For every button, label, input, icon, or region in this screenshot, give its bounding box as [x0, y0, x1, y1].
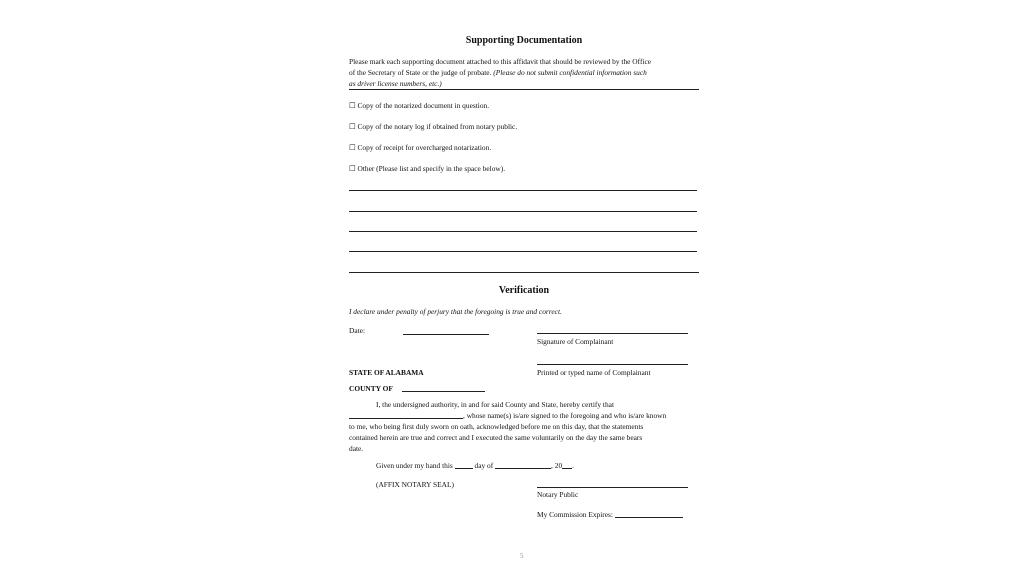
other-specify-line-5[interactable]	[349, 272, 699, 273]
commission-expires-field[interactable]	[615, 510, 683, 518]
notary-para-line-2	[349, 410, 666, 421]
checkbox-item-label: Copy of the notarized document in question.	[357, 101, 490, 110]
notary-para-line-3: to me, who being first duly sworn on oath, acknowledged before me on this day, that the statements	[349, 422, 644, 431]
notary-para-line-2-text: , whose name(s) is/are signed to the foregoing and who is/are known	[463, 411, 667, 420]
intro-line-2-text: of the Secretary of State or the judge of probate.	[349, 68, 492, 77]
given-text-d: .	[572, 461, 574, 470]
supporting-documentation-title: Supporting Documentation	[465, 35, 583, 46]
intro-line-2	[349, 67, 647, 78]
date-field[interactable]	[403, 334, 489, 335]
checkbox-icon[interactable]: ☐	[349, 143, 356, 152]
signer-name-field[interactable]	[349, 411, 463, 419]
other-specify-line-2[interactable]	[349, 211, 697, 212]
county-field[interactable]	[402, 391, 485, 392]
printed-name-label: Printed or typed name of Complainant	[537, 368, 651, 377]
notary-para-line-1: I, the undersigned authority, in and for said County and State, hereby certify that	[376, 400, 615, 409]
checkbox-item-label: Copy of receipt for overcharged notarization.	[357, 143, 492, 152]
state-label: STATE OF ALABAMA	[349, 368, 424, 377]
date-label: Date:	[349, 326, 366, 335]
notary-public-label: Notary Public	[537, 490, 579, 499]
affix-seal-label: (AFFIX NOTARY SEAL)	[376, 480, 454, 489]
other-specify-line-4[interactable]	[349, 251, 697, 252]
intro-underline	[349, 89, 699, 90]
given-text-c: , 20	[551, 461, 563, 470]
given-text-a: Given under my hand this	[376, 461, 453, 470]
intro-italic-note-a: (Please do not submit confidential information such	[493, 68, 647, 77]
checkbox-item-label: Other (Please list and specify in the space below).	[357, 164, 506, 173]
checkbox-item-other[interactable]	[349, 163, 505, 174]
given-under-hand-line	[376, 460, 574, 471]
checkbox-item-notarized-document[interactable]	[349, 100, 489, 111]
checkbox-icon[interactable]: ☐	[349, 122, 356, 131]
county-label: COUNTY OF	[349, 384, 393, 393]
other-specify-line-3[interactable]	[349, 231, 697, 232]
page-number: 5	[520, 552, 524, 560]
day-field[interactable]	[455, 461, 473, 469]
checkbox-icon[interactable]: ☐	[349, 164, 356, 173]
intro-italic-note-b: as driver license numbers, etc.)	[349, 79, 442, 88]
checkbox-item-receipt[interactable]	[349, 142, 491, 153]
signature-label: Signature of Complainant	[537, 337, 614, 346]
commission-expires-line	[537, 509, 683, 520]
checkbox-icon[interactable]: ☐	[349, 101, 356, 110]
perjury-declaration: I declare under penalty of perjury that the foregoing is true and correct.	[349, 307, 562, 316]
checkbox-item-label: Copy of the notary log if obtained from notary public.	[357, 122, 518, 131]
signature-line[interactable]	[537, 333, 688, 334]
notary-para-line-5: date.	[349, 444, 364, 453]
checkbox-item-notary-log[interactable]	[349, 121, 517, 132]
verification-title: Verification	[498, 285, 550, 296]
other-specify-line-1[interactable]	[349, 190, 697, 191]
intro-line-1: Please mark each supporting document attached to this affidavit that should be reviewed by the Office	[349, 57, 652, 66]
month-field[interactable]	[495, 461, 551, 469]
commission-expires-label: My Commission Expires:	[537, 510, 613, 519]
notary-para-line-4: contained herein are true and correct and I executed the same voluntarily on the day the same bears	[349, 433, 643, 442]
year-field[interactable]	[562, 461, 572, 469]
notary-signature-line[interactable]	[537, 487, 688, 488]
printed-name-line[interactable]	[537, 364, 688, 365]
given-text-b: day of	[474, 461, 494, 470]
